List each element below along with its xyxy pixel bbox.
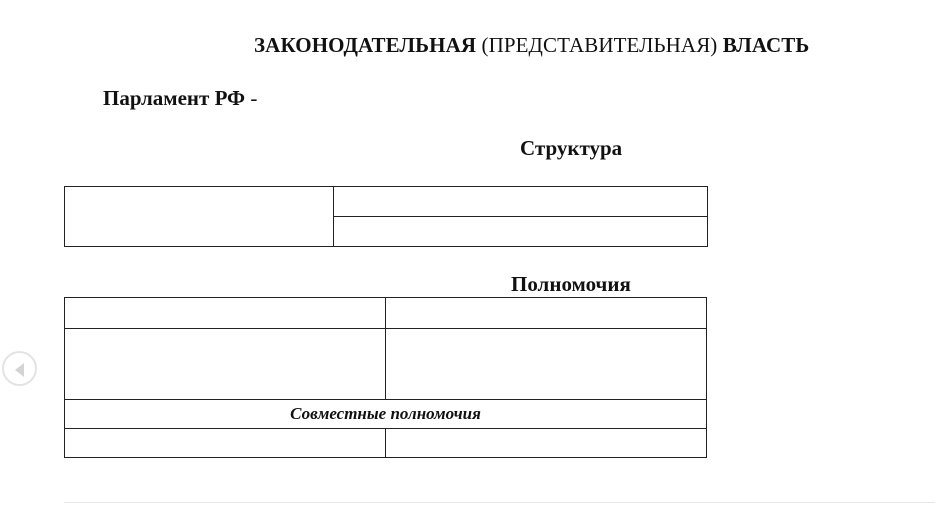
powers-table xyxy=(64,297,707,458)
page-title xyxy=(254,33,809,58)
title-part-representative: (ПРЕДСТАВИТЕЛЬНАЯ) xyxy=(476,33,723,57)
parliament-text: Парламент РФ xyxy=(103,86,246,110)
structure-heading: Структура xyxy=(520,136,623,160)
title-part-power: ВЛАСТЬ xyxy=(722,33,810,57)
parliament-dash: - xyxy=(245,86,258,110)
title-part-legislative: ЗАКОНОДАТЕЛЬНАЯ xyxy=(254,33,477,57)
powers-cell-header-right xyxy=(386,298,707,329)
powers-heading: Полномочия xyxy=(511,272,631,296)
joint-powers-label: Совместные полномочия xyxy=(65,400,707,429)
joint-powers-cell-left xyxy=(65,429,386,458)
powers-cell-header-left xyxy=(65,298,386,329)
structure-cell-parliament xyxy=(65,187,334,247)
previous-slide-button[interactable] xyxy=(2,351,37,386)
structure-cell-upper-chamber xyxy=(334,187,708,217)
structure-table xyxy=(64,186,708,247)
joint-powers-cell-right xyxy=(386,429,707,458)
parliament-label xyxy=(103,86,257,111)
bottom-divider xyxy=(64,502,935,503)
structure-cell-lower-chamber xyxy=(334,217,708,247)
powers-cell-body-left xyxy=(65,329,386,400)
powers-cell-body-right xyxy=(386,329,707,400)
chevron-left-icon xyxy=(15,363,24,377)
